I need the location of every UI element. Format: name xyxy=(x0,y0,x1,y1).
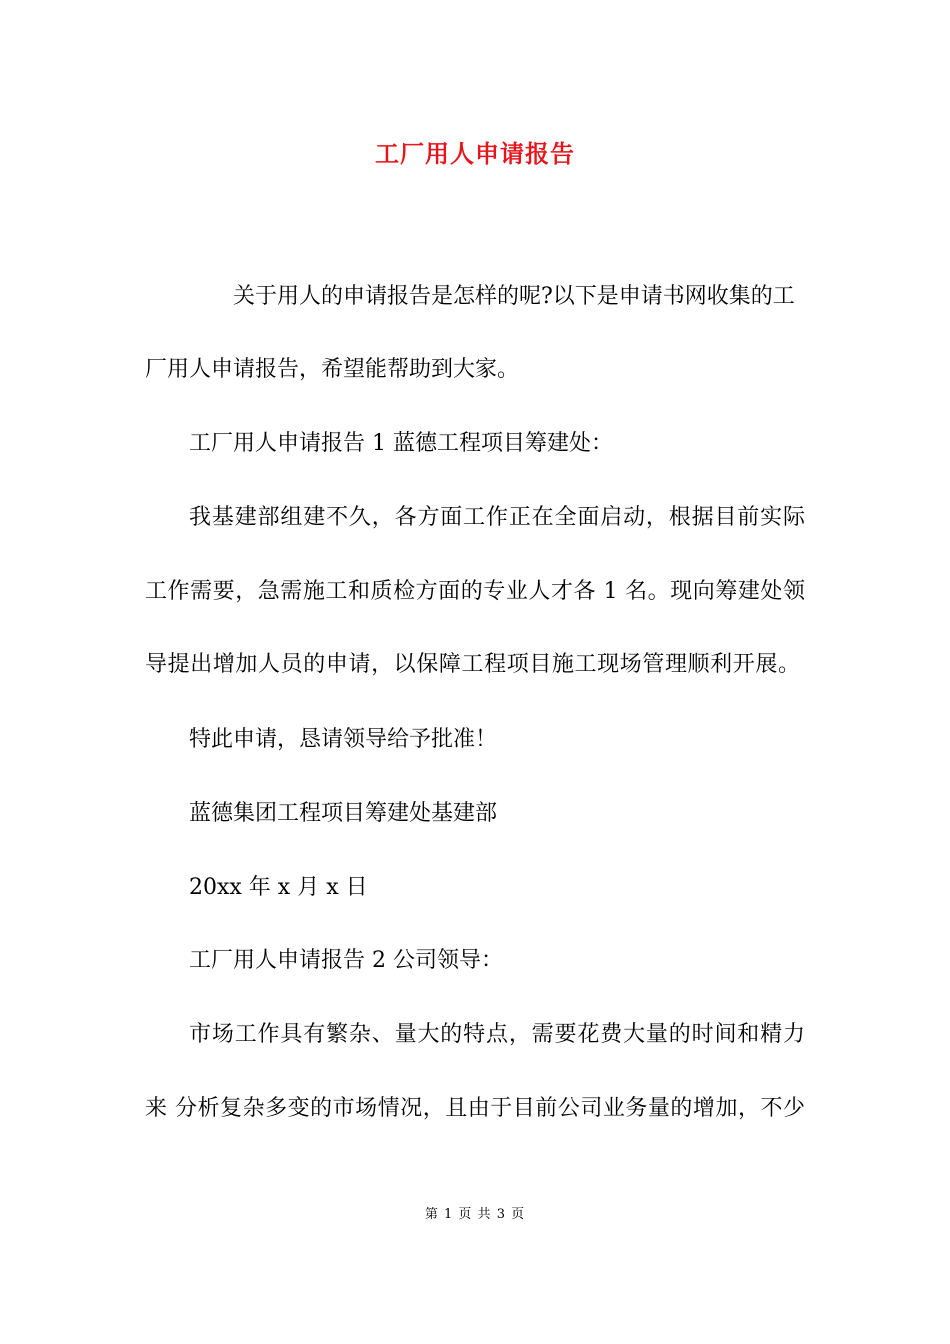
page-title: 工厂用人申请报告 xyxy=(375,140,575,168)
body-line-6: 导提出增加人员的申请，以保障工程项目施工现场管理顺利开展。 xyxy=(145,652,800,677)
body-line-8: 蓝德集团工程项目筹建处基建部 xyxy=(189,801,498,826)
body-line-12: 来 分析复杂多变的市场情况，且由于目前公司业务量的增加，不少 xyxy=(145,1096,805,1121)
body-line-11: 市场工作具有繁杂、量大的特点，需要花费大量的时间和精力 xyxy=(189,1022,805,1047)
page-footer: 第 1 页 共 3 页 xyxy=(424,1207,526,1222)
body-line-2: 厂用人申请报告，希望能帮助到大家。 xyxy=(145,357,520,382)
body-line-7: 特此申请，恳请领导给予批准！ xyxy=(189,727,498,752)
body-line-1: 关于用人的申请报告是怎样的呢?以下是申请书网收集的工 xyxy=(233,284,795,309)
body-line-3: 工厂用人申请报告 1 蓝德工程项目筹建处： xyxy=(189,431,613,456)
body-line-10: 工厂用人申请报告 2 公司领导： xyxy=(189,948,503,973)
body-line-5: 工作需要，急需施工和质检方面的专业人才各 1 名。现向筹建处领 xyxy=(145,579,805,604)
body-line-4: 我基建部组建不久，各方面工作正在全面启动，根据目前实际 xyxy=(189,505,805,530)
body-line-9: 20xx 年 x 月 x 日 xyxy=(189,875,368,900)
